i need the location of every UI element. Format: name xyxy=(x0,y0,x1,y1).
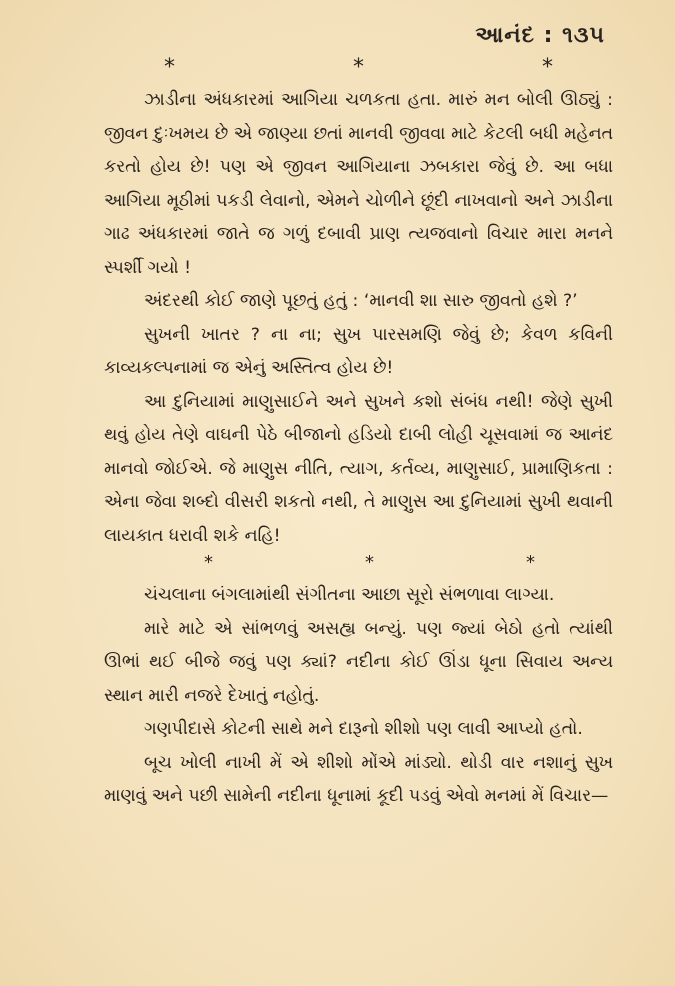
separator-star: * xyxy=(542,55,553,80)
section-separator xyxy=(104,55,613,80)
paragraph: મારે માટે એ સાંભળવું અસહ્ય બન્યું. પણ જ્યાં બેઠો હતો ત્યાંથી ઊભાં થઈ બીજે જવું પણ ક્યાં? નદીના કોઈ ઊંડા ધૂના સિવાય અન્ય સ્થાન મારી નજરે દેખાતું નહોતું. xyxy=(104,618,613,706)
separator-star: * xyxy=(526,552,535,573)
paragraph: આ દુનિયામાં માણુસાઈને અને સુખને કશો સંબંધ નથી! જેણે સુખી થવું હોય તેણે વાઘની પેઠે બીજાનો હડિયો દાબી લોહી ચૂસવામાં જ આનંદ માનવો જોઈએ. જે માણુસ નીતિ, ત્યાગ, કર્તવ્ય, માણુસાઈ, પ્રામાણિકતા : એના જેવા શબ્દો વીસરી શકતો નથી, તે માણુસ આ દુનિયામાં સુખી થવાની લાયકાત ધરાવી શકે નહિ! xyxy=(104,391,613,546)
separator-star: * xyxy=(204,552,213,573)
separator-star: * xyxy=(164,55,175,80)
separator-star: * xyxy=(365,552,374,573)
running-header: આનંદ : ૧૩૫ xyxy=(475,23,605,48)
paragraph: ચંચલાના બંગલામાંથી સંગીતના આછા સૂરો સંભળાવા લાગ્યા. xyxy=(144,585,555,605)
paragraph: સુખની ખાતર ? ના ના; સુખ પારસમણિ જેવું છે; કેવળ કવિની કાવ્યકલ્પનામાં જ એનું અસ્તિત્વ હોય છે! xyxy=(104,324,613,378)
paragraph: ઝાડીના અંધકારમાં આગિયા ચળકતા હતા. મારું મન બોલી ઊઠ્યું : જીવન દુઃખમય છે એ જાણ્યા છતાં માનવી જીવવા માટે કેટલી બધી મહેનત કરતો હોય છે! પણ એ જીવન આગિયાના ઝબકારા જેવું છે. આ બધા આગિયા મૂઠીમાં પકડી લેવાનો, એમને ચોળીને છૂંદી નાખવાનો અને ઝાડીના ગાઢ અંધકારમાં જાતે જ ગળું દબાવી પ્રાણ ત્યજવાનો વિચાર મારા મનને સ્પર્શી ગયો ! xyxy=(104,90,613,278)
paragraph: ગણપીદાસે કોટની સાથે મને દારૂનો શીશો પણ લાવી આપ્યો હતો. xyxy=(144,719,583,739)
section-separator xyxy=(104,553,613,575)
separator-star: * xyxy=(353,55,364,80)
paragraph: અંદરથી કોઈ જાણે પૂછતું હતું : ‘માનવી શા સારુ જીવતો હશે ?’ xyxy=(144,291,578,311)
paragraph: બૂચ ખોલી નાખી મેં એ શીશો મોંએ માંડ્યો. થોડી વાર નશાનું સુખ માણવું અને પછી સામેની નદીના ધૂનામાં કૂદી પડવું એવો મનમાં મેં વિચાર— xyxy=(104,752,613,806)
